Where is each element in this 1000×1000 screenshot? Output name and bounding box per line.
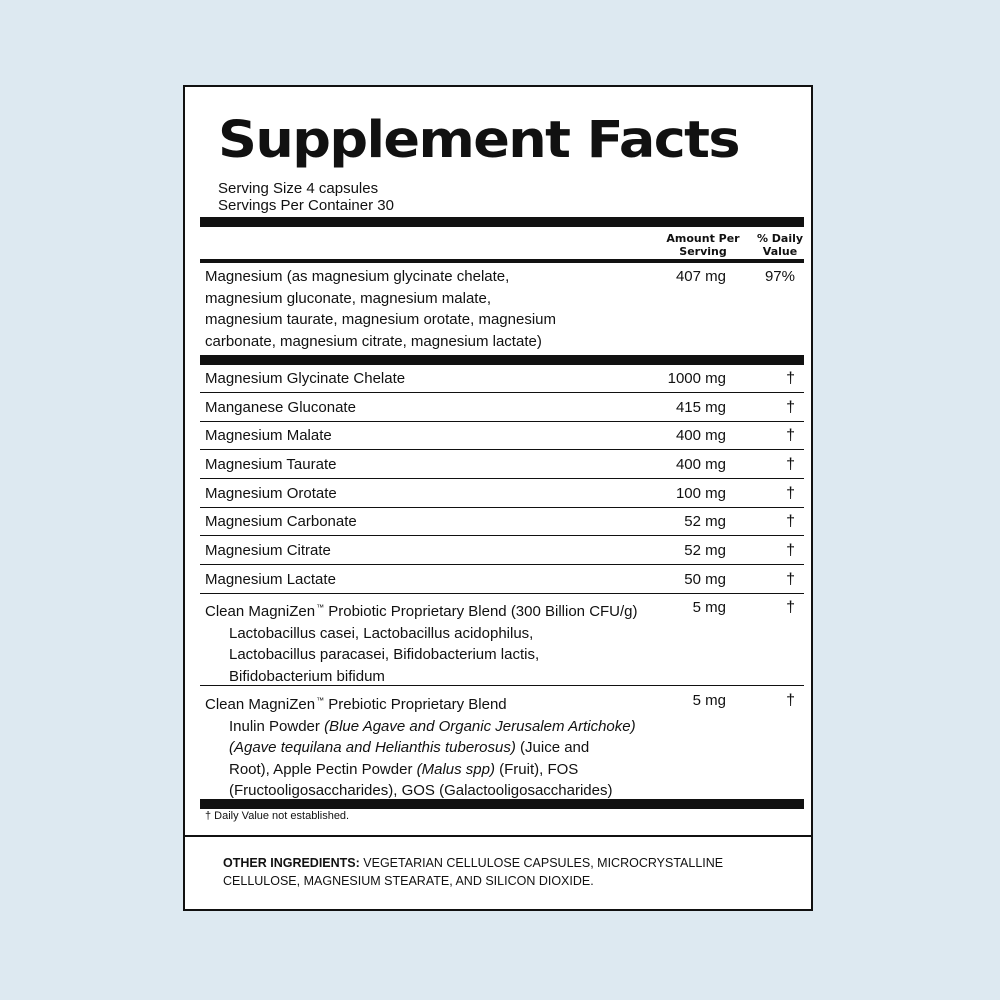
ingredient-name: Manganese Gluconate — [205, 399, 356, 416]
trademark-symbol: ™ — [316, 696, 325, 705]
ingredient-amount: 1000 mg — [667, 370, 726, 387]
ingredient-name: Magnesium Citrate — [205, 542, 331, 559]
magnesium-daily-value: 97% — [764, 268, 795, 285]
dagger-mark: † — [786, 485, 795, 502]
row-divider — [200, 449, 804, 450]
ingredient-amount: 400 mg — [675, 456, 726, 473]
dagger-mark: † — [786, 513, 795, 530]
row-divider — [200, 593, 804, 594]
thick-divider-top — [200, 217, 804, 227]
row-divider — [200, 564, 804, 565]
page-title: Supplement Facts — [218, 111, 740, 170]
magnesium-label: Magnesium (as magnesium glycinate chelate, magnesium gluconate, magnesium malate, magnesium taurate, magnesium orotate, magnesium carbonate, magnesium citrate, magnesium lactate) — [205, 268, 557, 350]
ingredient-name: Magnesium Taurate — [205, 456, 337, 473]
ingredient-name: Magnesium Lactate — [205, 571, 336, 588]
supplement-facts-panel — [183, 85, 813, 911]
magnesium-amount: 407 mg — [675, 268, 726, 285]
dagger-mark: † — [786, 542, 795, 559]
daily-value-footnote: † Daily Value not established. — [205, 810, 350, 822]
prebiotic-blend-amount: 5 mg — [692, 692, 726, 709]
ingredient-amount: 52 mg — [684, 513, 726, 530]
dagger-mark: † — [786, 427, 795, 444]
ingredient-name: Magnesium Malate — [205, 427, 332, 444]
thick-divider-bottom — [200, 799, 804, 809]
row-divider — [200, 535, 804, 536]
dagger-mark: † — [786, 692, 795, 709]
probiotic-blend-label: Clean MagniZen™ Probiotic Proprietary Blend (300 Billion CFU/g) Lactobacillus casei, Lactobacillus acidophilus, Lactobacillus paracasei, Bifidobacterium lactis, Bifidobacterium bifidum — [205, 603, 638, 685]
serving-size: Serving Size 4 capsules — [218, 180, 379, 197]
daily-value-header: % Daily Value — [756, 232, 804, 258]
ingredient-amount: 400 mg — [675, 427, 726, 444]
dagger-mark: † — [786, 571, 795, 588]
serving-info — [218, 180, 394, 214]
probiotic-blend-amount: 5 mg — [692, 599, 726, 616]
header-divider — [200, 259, 804, 263]
dagger-mark: † — [786, 599, 795, 616]
prebiotic-blend-label: Clean MagniZen™ Prebiotic Proprietary Blend Inulin Powder (Blue Agave and Organic Jerusalem Artichoke) (Agave tequilana and Helianthis tuberosus) (Juice and Root), Apple Pectin Powder (Malus spp) (Fruit), FOS (Fructooligosaccharides), GOS (Galactooligosaccharides) — [205, 696, 636, 799]
amount-per-serving-header: Amount Per Serving — [666, 232, 740, 258]
row-divider — [200, 478, 804, 479]
ingredient-amount: 52 mg — [684, 542, 726, 559]
servings-per-container: Servings Per Container 30 — [218, 197, 394, 214]
ingredient-amount: 50 mg — [684, 571, 726, 588]
row-divider — [200, 421, 804, 422]
thick-divider-middle — [200, 355, 804, 365]
row-divider — [200, 685, 804, 686]
ingredient-name: Magnesium Carbonate — [205, 513, 357, 530]
trademark-symbol: ™ — [316, 603, 325, 612]
dagger-mark: † — [786, 399, 795, 416]
other-ingredients: OTHER INGREDIENTS: VEGETARIAN CELLULOSE CAPSULES, MICROCRYSTALLINE CELLULOSE, MAGNESIUM STEARATE, AND SILICON DIOXIDE. — [223, 856, 724, 888]
other-ingredients-label: OTHER INGREDIENTS: — [223, 856, 360, 870]
other-ingredients-divider — [185, 835, 811, 837]
ingredient-name: Magnesium Orotate — [205, 485, 337, 502]
ingredient-name: Magnesium Glycinate Chelate — [205, 370, 406, 387]
row-divider — [200, 392, 804, 393]
dagger-mark: † — [786, 456, 795, 473]
dagger-mark: † — [786, 370, 795, 387]
row-divider — [200, 507, 804, 508]
ingredient-amount: 100 mg — [675, 485, 726, 502]
ingredient-amount: 415 mg — [675, 399, 726, 416]
